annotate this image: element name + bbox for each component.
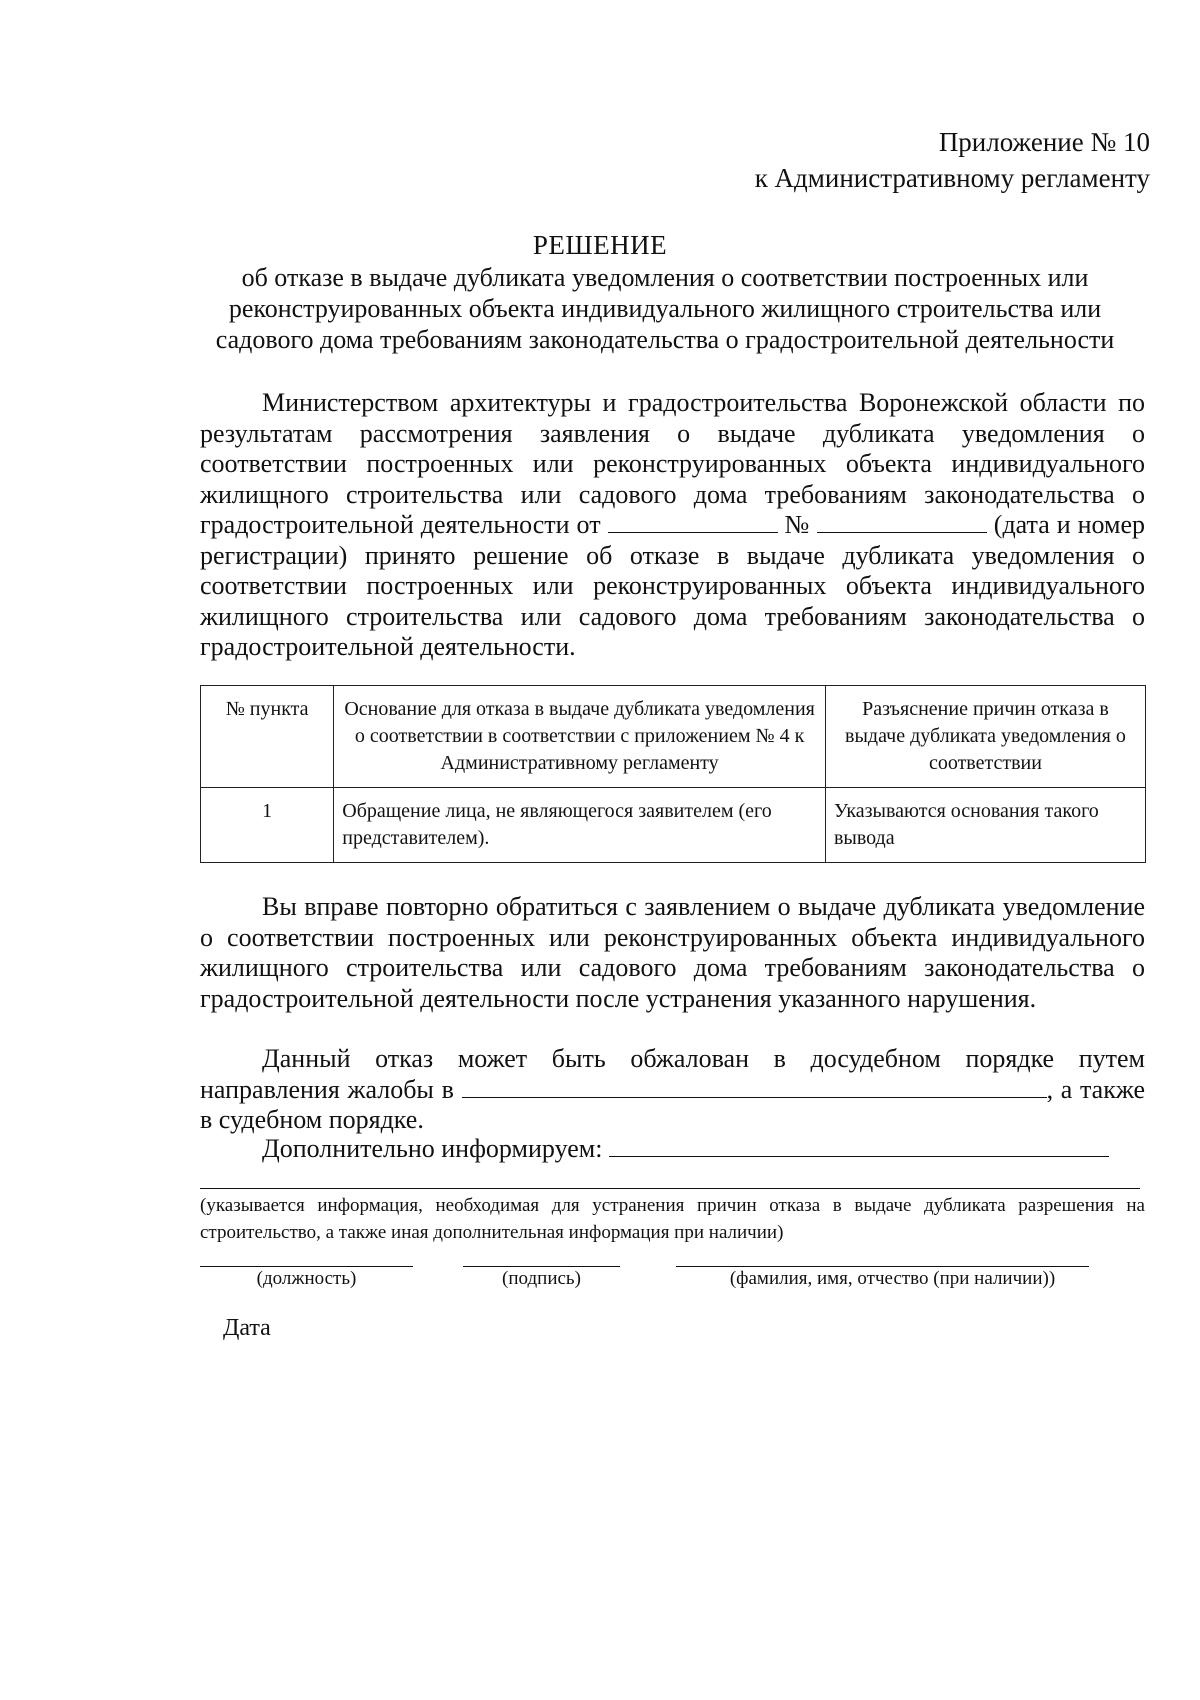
cell-item-number: 1 [201, 788, 334, 863]
registration-number-blank [817, 510, 987, 533]
table-row [201, 788, 1146, 863]
registration-date-blank [608, 510, 778, 533]
cell-explanation: Указываются основания такого вывода [825, 788, 1145, 863]
intro-text-part2: (дата и номер регистрации) принято решение об отказе в выдаче дубликата уведомления о соответствии построенных или реконструированных объекта индивидуального жилищного строительства или садового дома требованиям законодательства о градостроительной деятельности. [200, 510, 1146, 661]
number-sign: № [784, 510, 810, 539]
signature-line [463, 1266, 620, 1267]
intro-paragraph [200, 388, 1145, 663]
appeal-recipient-blank [462, 1075, 1047, 1098]
position-signature-line [200, 1266, 413, 1267]
header-item-number: № пункта [201, 686, 334, 788]
additional-info-line [200, 1188, 1140, 1189]
appendix-reference: к Административному регламенту [754, 163, 1150, 193]
full-name-label: (фамилия, имя, отчество (при наличии)) [729, 1268, 1056, 1289]
document-subtitle: об отказе в выдаче дубликата уведомления о соответствии построенных или реконструированных объекта индивидуального жилищного строительства или садового дома требованиям законодательства о градостроительной деятельности [215, 263, 1115, 354]
intro-text-part1: Министерством архитектуры и градостроительства Воронежской области по результатам рассмотрения заявления о выдаче дубликата уведомления о соответствии построенных или реконструированных объекта индивидуального жилищного строительства или садового дома требованиям законодательства о градостроительной деятельности от [200, 388, 1145, 539]
appeal-text-part1: Данный отказ может быть обжалован в досудебном порядке путем направления жалобы в [200, 1044, 1145, 1104]
table-header-row [201, 686, 1146, 788]
signature-label: (подпись) [502, 1268, 581, 1289]
appendix-header [755, 124, 1150, 196]
additional-info-paragraph [200, 1134, 1145, 1165]
additional-info-label: Дополнительно информируем: [262, 1134, 603, 1163]
appeal-text-part2: , а также в судебном порядке. [200, 1074, 1146, 1134]
additional-info-blank [609, 1134, 1109, 1157]
explanatory-note: (указывается информация, необходимая для устранения причин отказа в выдаче дубликата разрешения на строительство, а также иная дополнительная информация при наличии) [200, 1195, 1145, 1243]
document-title: РЕШЕНИЕ [532, 230, 668, 260]
appeal-paragraph [200, 1044, 1145, 1136]
header-refusal-basis: Основание для отказа в выдаче дубликата уведомления о соответствии в соответствии с приложением № 4 к Административному регламенту [334, 686, 826, 788]
cell-refusal-basis: Обращение лица, не являющегося заявителем (его представителем). [334, 788, 826, 863]
refusal-reasons-table [200, 685, 1146, 863]
reapply-paragraph: Вы вправе повторно обратиться с заявлением о выдаче дубликата уведомление о соответствии построенных или реконструированных объекта индивидуального жилищного строительства или садового дома требованиям законодательства о градостроительной деятельности после устранения указанного нарушения. [200, 892, 1145, 1013]
date-label: Дата [223, 1315, 271, 1341]
header-explanation: Разъяснение причин отказа в выдаче дубликата уведомления о соответствии [825, 686, 1145, 788]
position-label: (должность) [256, 1268, 357, 1289]
full-name-signature-line [676, 1266, 1089, 1267]
appendix-number: Приложение № 10 [938, 127, 1150, 157]
